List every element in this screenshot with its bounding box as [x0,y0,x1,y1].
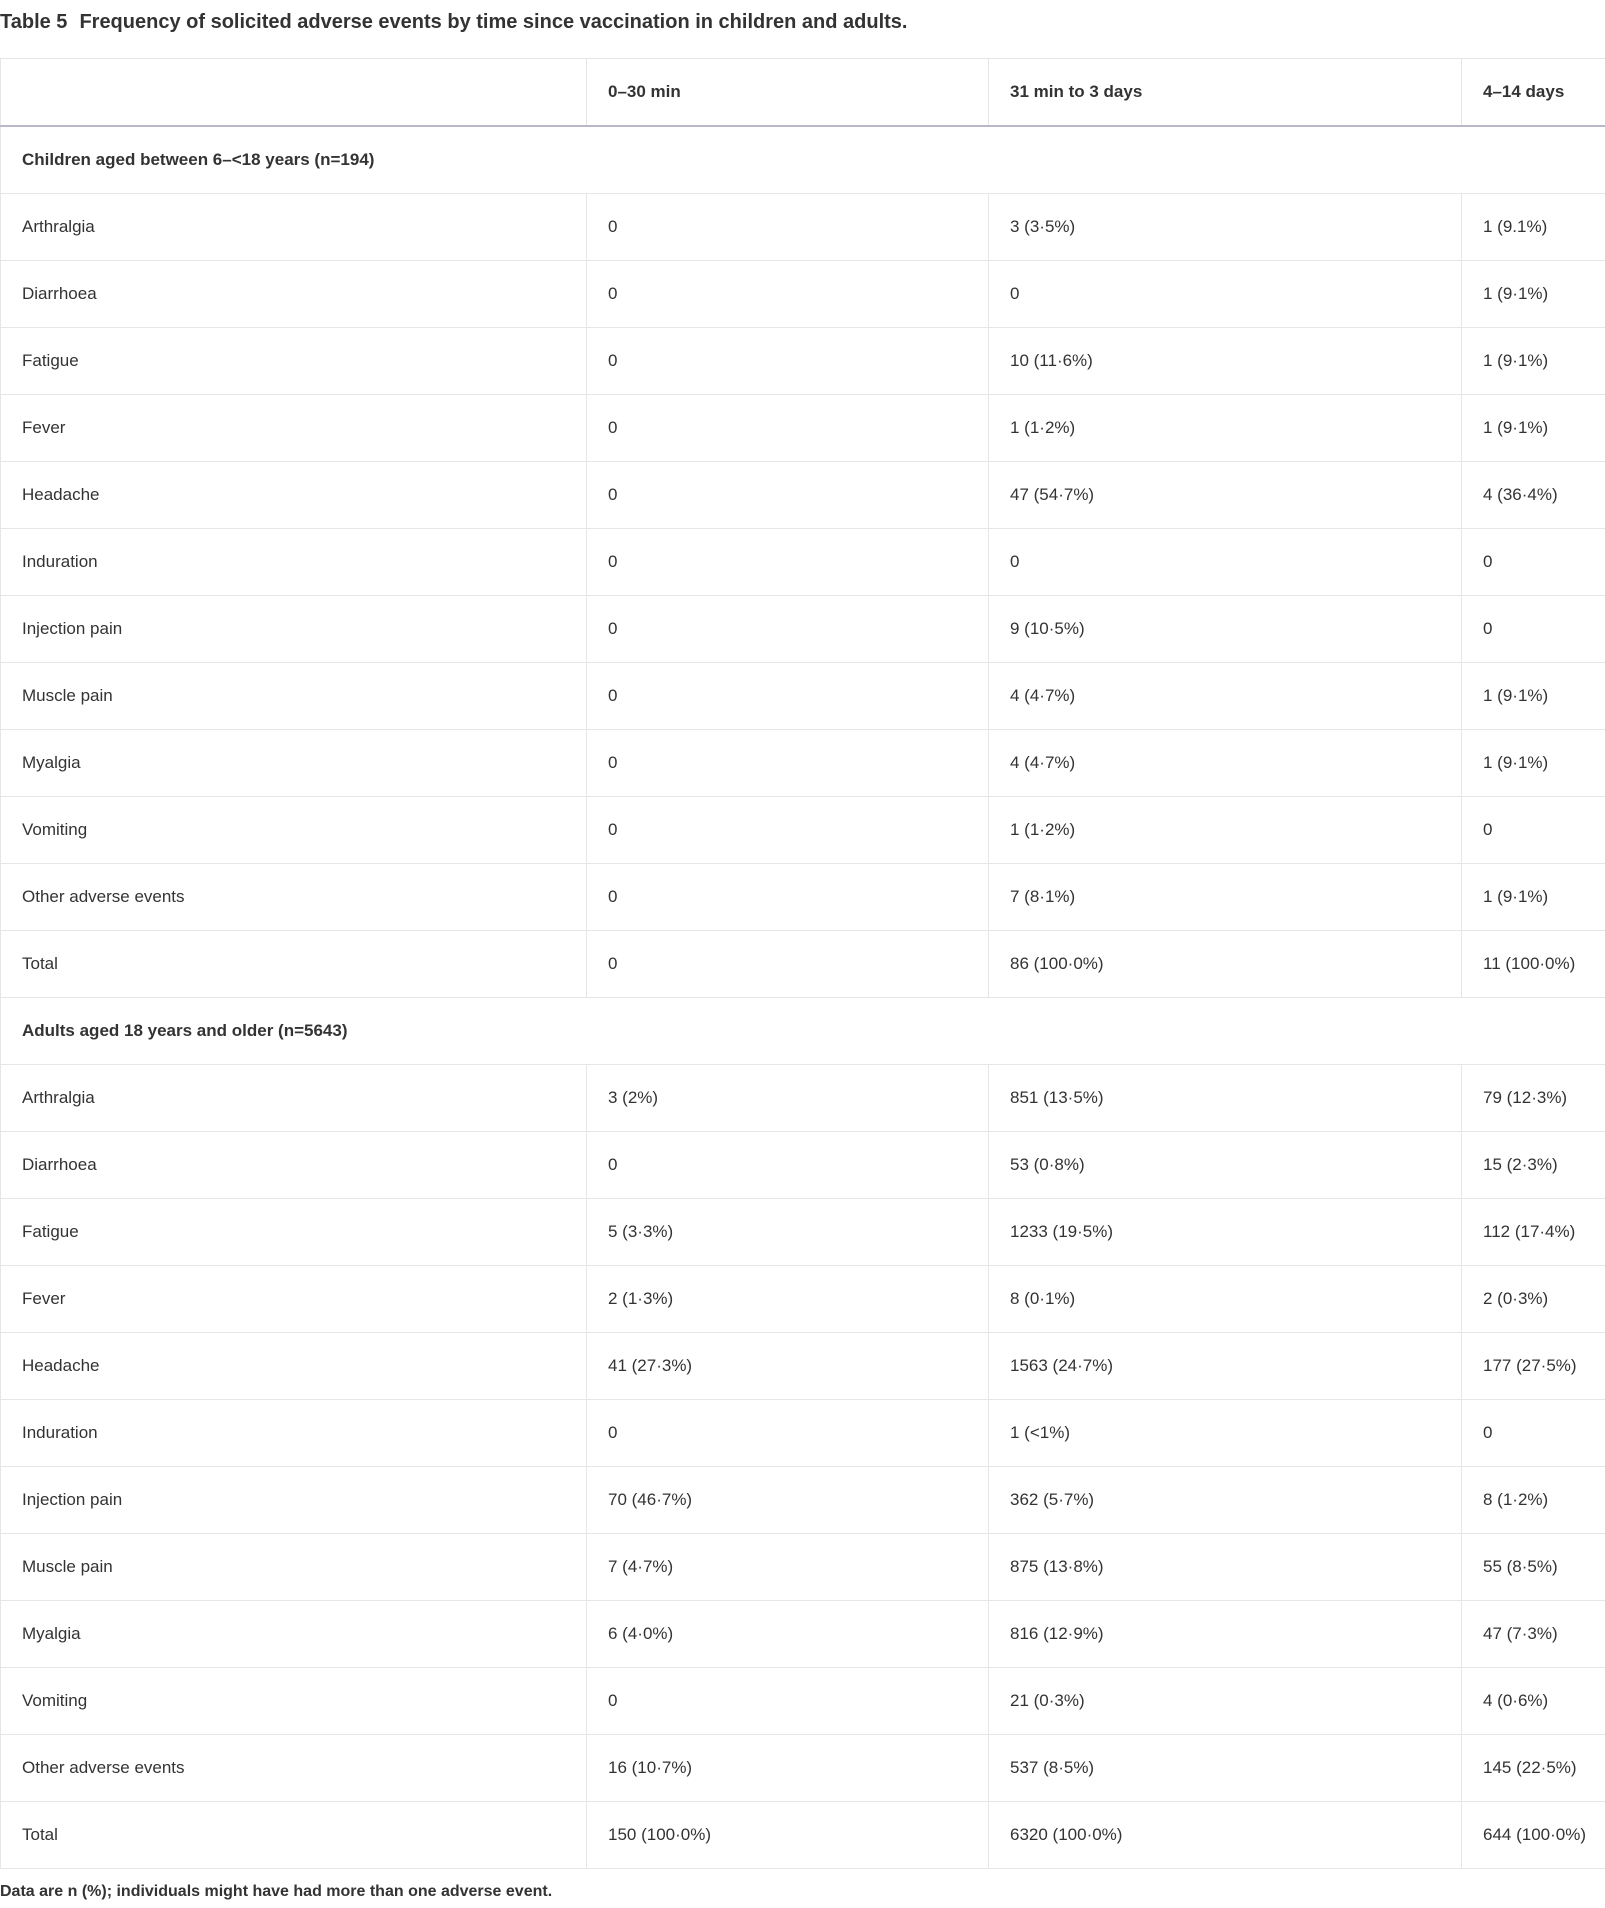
table-caption [0,8,907,36]
table-row [1,1400,1605,1467]
value-4-14-days-cell: 4 (0·6%) [1462,1668,1605,1735]
table-footnote: Data are n (%); individuals might have had more than one adverse event. [0,1883,553,1900]
event-name-cell: Myalgia [1,1601,587,1668]
event-name-cell: Vomiting [1,797,587,864]
table-body [1,126,1605,1869]
value-0-30-min-cell: 0 [587,1668,989,1735]
value-31-min-3-days-cell: 9 (10·5%) [989,596,1462,663]
value-0-30-min-cell: 0 [587,931,989,998]
event-name-cell: Muscle pain [1,1534,587,1601]
value-31-min-3-days-cell: 851 (13·5%) [989,1065,1462,1132]
value-4-14-days-cell: 55 (8·5%) [1462,1534,1605,1601]
value-4-14-days-cell: 1 (9·1%) [1462,395,1605,462]
value-4-14-days-cell: 1 (9·1%) [1462,864,1605,931]
value-31-min-3-days-cell: 1 (1·2%) [989,797,1462,864]
value-4-14-days-cell: 4 (36·4%) [1462,462,1605,529]
table-row [1,194,1605,261]
table-row [1,261,1605,328]
value-4-14-days-cell: 1 (9.1%) [1462,194,1605,261]
event-name-cell: Fatigue [1,328,587,395]
value-31-min-3-days-cell: 8 (0·1%) [989,1266,1462,1333]
section-title: Adults aged 18 years and older (n=5643) [1,998,1605,1065]
value-4-14-days-cell: 2 (0·3%) [1462,1266,1605,1333]
table-row [1,797,1605,864]
event-name-cell: Myalgia [1,730,587,797]
value-4-14-days-cell: 79 (12·3%) [1462,1065,1605,1132]
table-row [1,1534,1605,1601]
table-row [1,1333,1605,1400]
value-0-30-min-cell: 0 [587,194,989,261]
value-0-30-min-cell: 5 (3·3%) [587,1199,989,1266]
event-name-cell: Other adverse events [1,864,587,931]
header-cell-event [1,59,587,127]
table-row [1,529,1605,596]
value-4-14-days-cell: 112 (17·4%) [1462,1199,1605,1266]
event-name-cell: Other adverse events [1,1735,587,1802]
value-0-30-min-cell: 41 (27·3%) [587,1333,989,1400]
table-row [1,931,1605,998]
value-4-14-days-cell: 15 (2·3%) [1462,1132,1605,1199]
table-row [1,1668,1605,1735]
value-4-14-days-cell: 0 [1462,529,1605,596]
event-name-cell: Fatigue [1,1199,587,1266]
table-row [1,1467,1605,1534]
value-4-14-days-cell: 644 (100·0%) [1462,1802,1605,1869]
event-name-cell: Total [1,1802,587,1869]
value-31-min-3-days-cell: 4 (4·7%) [989,730,1462,797]
header-cell-31-min-3-days: 31 min to 3 days [989,59,1462,127]
value-0-30-min-cell: 0 [587,395,989,462]
value-0-30-min-cell: 0 [587,797,989,864]
event-name-cell: Diarrhoea [1,261,587,328]
table-row [1,1065,1605,1132]
value-31-min-3-days-cell: 1 (<1%) [989,1400,1462,1467]
table-row [1,1735,1605,1802]
value-4-14-days-cell: 0 [1462,797,1605,864]
value-0-30-min-cell: 0 [587,730,989,797]
value-31-min-3-days-cell: 816 (12·9%) [989,1601,1462,1668]
table-row [1,328,1605,395]
value-4-14-days-cell: 1 (9·1%) [1462,730,1605,797]
event-name-cell: Arthralgia [1,1065,587,1132]
value-4-14-days-cell: 0 [1462,596,1605,663]
value-4-14-days-cell: 1 (9·1%) [1462,663,1605,730]
event-name-cell: Injection pain [1,596,587,663]
value-31-min-3-days-cell: 0 [989,261,1462,328]
value-0-30-min-cell: 7 (4·7%) [587,1534,989,1601]
header-cell-0-30-min: 0–30 min [587,59,989,127]
value-4-14-days-cell: 1 (9·1%) [1462,328,1605,395]
table-row [1,1132,1605,1199]
value-31-min-3-days-cell: 875 (13·8%) [989,1534,1462,1601]
event-name-cell: Total [1,931,587,998]
value-4-14-days-cell: 177 (27·5%) [1462,1333,1605,1400]
value-31-min-3-days-cell: 3 (3·5%) [989,194,1462,261]
event-name-cell: Headache [1,462,587,529]
table-row [1,864,1605,931]
value-0-30-min-cell: 2 (1·3%) [587,1266,989,1333]
adverse-events-table [0,58,1605,1869]
value-0-30-min-cell: 6 (4·0%) [587,1601,989,1668]
value-0-30-min-cell: 0 [587,1400,989,1467]
value-0-30-min-cell: 0 [587,261,989,328]
value-4-14-days-cell: 11 (100·0%) [1462,931,1605,998]
event-name-cell: Injection pain [1,1467,587,1534]
value-0-30-min-cell: 0 [587,1132,989,1199]
value-31-min-3-days-cell: 21 (0·3%) [989,1668,1462,1735]
value-31-min-3-days-cell: 1563 (24·7%) [989,1333,1462,1400]
table-header-row [1,59,1605,127]
value-0-30-min-cell: 0 [587,529,989,596]
value-0-30-min-cell: 3 (2%) [587,1065,989,1132]
event-name-cell: Fever [1,1266,587,1333]
table-row [1,462,1605,529]
event-name-cell: Vomiting [1,1668,587,1735]
table-row [1,395,1605,462]
table-row [1,1266,1605,1333]
value-31-min-3-days-cell: 362 (5·7%) [989,1467,1462,1534]
value-0-30-min-cell: 0 [587,328,989,395]
event-name-cell: Arthralgia [1,194,587,261]
event-name-cell: Induration [1,529,587,596]
table-row [1,663,1605,730]
value-31-min-3-days-cell: 1 (1·2%) [989,395,1462,462]
table-title: Frequency of solicited adverse events by time since vaccination in children and adults. [79,11,908,33]
value-4-14-days-cell: 145 (22·5%) [1462,1735,1605,1802]
value-4-14-days-cell: 8 (1·2%) [1462,1467,1605,1534]
table-row [1,596,1605,663]
value-31-min-3-days-cell: 53 (0·8%) [989,1132,1462,1199]
value-0-30-min-cell: 150 (100·0%) [587,1802,989,1869]
value-4-14-days-cell: 1 (9·1%) [1462,261,1605,328]
table-row [1,1802,1605,1869]
table-row [1,1199,1605,1266]
value-31-min-3-days-cell: 10 (11·6%) [989,328,1462,395]
value-31-min-3-days-cell: 86 (100·0%) [989,931,1462,998]
header-cell-4-14-days: 4–14 days [1462,59,1605,127]
event-name-cell: Fever [1,395,587,462]
table-row [1,1601,1605,1668]
value-0-30-min-cell: 0 [587,864,989,931]
value-4-14-days-cell: 0 [1462,1400,1605,1467]
value-31-min-3-days-cell: 7 (8·1%) [989,864,1462,931]
section-header-row [1,998,1605,1065]
value-31-min-3-days-cell: 6320 (100·0%) [989,1802,1462,1869]
value-31-min-3-days-cell: 1233 (19·5%) [989,1199,1462,1266]
value-31-min-3-days-cell: 47 (54·7%) [989,462,1462,529]
event-name-cell: Muscle pain [1,663,587,730]
value-0-30-min-cell: 0 [587,596,989,663]
value-0-30-min-cell: 0 [587,663,989,730]
section-title: Children aged between 6–<18 years (n=194) [1,126,1605,194]
table-container [0,58,1605,1869]
value-4-14-days-cell: 47 (7·3%) [1462,1601,1605,1668]
value-31-min-3-days-cell: 4 (4·7%) [989,663,1462,730]
value-31-min-3-days-cell: 537 (8·5%) [989,1735,1462,1802]
value-31-min-3-days-cell: 0 [989,529,1462,596]
value-0-30-min-cell: 70 (46·7%) [587,1467,989,1534]
value-0-30-min-cell: 16 (10·7%) [587,1735,989,1802]
value-0-30-min-cell: 0 [587,462,989,529]
section-header-row [1,126,1605,194]
table-label: Table 5 [0,11,68,33]
table-row [1,730,1605,797]
event-name-cell: Headache [1,1333,587,1400]
event-name-cell: Diarrhoea [1,1132,587,1199]
event-name-cell: Induration [1,1400,587,1467]
